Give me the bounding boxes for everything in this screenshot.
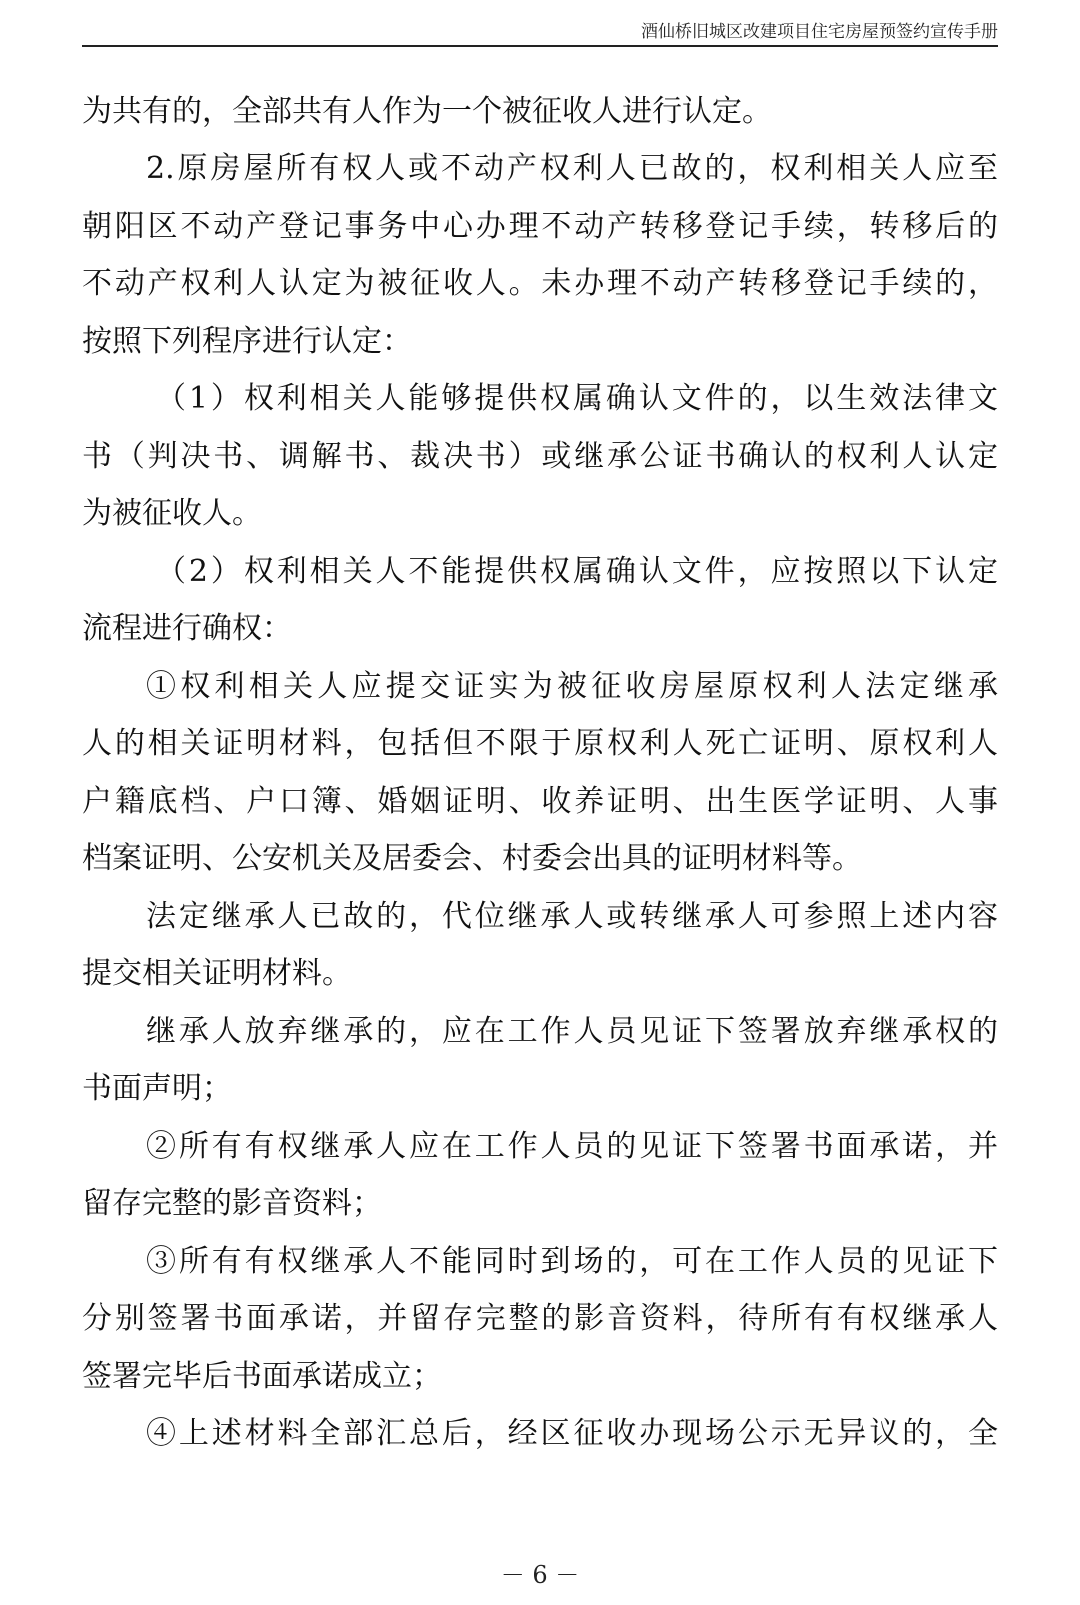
running-header: 酒仙桥旧城区改建项目住宅房屋预签约宣传手册: [641, 22, 998, 42]
text-line: ④上述材料全部汇总后，经区征收办现场公示无异议的，全: [146, 1416, 998, 1451]
page-number: － 6 －: [500, 1561, 580, 1589]
text-line: 书面声明；: [82, 1071, 232, 1106]
text-line: 2.原房屋所有权人或不动产权利人已故的，权利相关人应至: [146, 151, 998, 186]
text-line: 为共有的，全部共有人作为一个被征收人进行认定。: [82, 94, 772, 129]
text-line: 流程进行确权：: [82, 611, 292, 646]
text-line: 按照下列程序进行认定：: [82, 324, 412, 359]
text-line: 留存完整的影音资料；: [82, 1186, 382, 1221]
text-line: （1）权利相关人能够提供权属确认文件的，以生效法律文: [156, 381, 998, 416]
text-line: 书（判决书、调解书、裁决书）或继承公证书确认的权利人认定: [82, 439, 998, 474]
text-line: 档案证明、公安机关及居委会、村委会出具的证明材料等。: [82, 841, 862, 876]
text-line: 户籍底档、户口簿、婚姻证明、收养证明、出生医学证明、人事: [82, 784, 998, 819]
text-line: 法定继承人已故的，代位继承人或转继承人可参照上述内容: [146, 899, 998, 934]
text-line: （2）权利相关人不能提供权属确认文件，应按照以下认定: [156, 554, 998, 589]
text-line: 分别签署书面承诺，并留存完整的影音资料，待所有有权继承人: [82, 1301, 998, 1336]
text-line: ①权利相关人应提交证实为被征收房屋原权利人法定继承: [146, 669, 998, 704]
text-line: 朝阳区不动产登记事务中心办理不动产转移登记手续，转移后的: [82, 209, 998, 244]
header-divider: [82, 45, 998, 47]
text-line: 人的相关证明材料，包括但不限于原权利人死亡证明、原权利人: [82, 726, 998, 761]
text-line: 提交相关证明材料。: [82, 956, 352, 991]
text-line: 不动产权利人认定为被征收人。未办理不动产转移登记手续的，: [82, 266, 998, 301]
text-line: ③所有有权继承人不能同时到场的，可在工作人员的见证下: [146, 1244, 998, 1279]
text-line: 签署完毕后书面承诺成立；: [82, 1359, 442, 1394]
text-line: ②所有有权继承人应在工作人员的见证下签署书面承诺，并: [146, 1129, 998, 1164]
text-line: 继承人放弃继承的，应在工作人员见证下签署放弃继承权的: [146, 1014, 998, 1049]
text-line: 为被征收人。: [82, 496, 262, 531]
